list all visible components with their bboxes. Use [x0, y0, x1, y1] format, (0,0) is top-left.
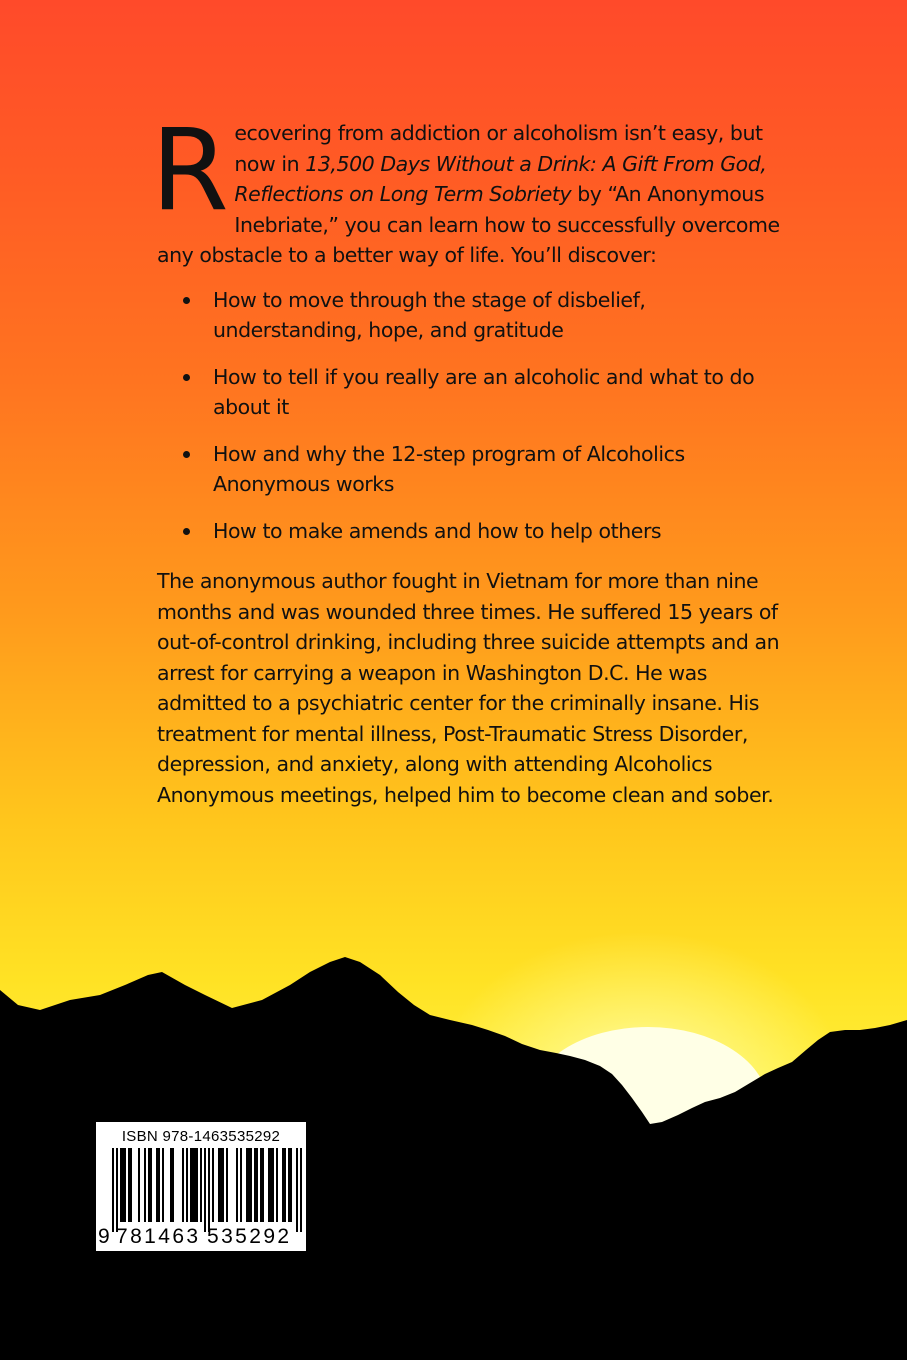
- barcode-bar: [194, 1148, 196, 1222]
- barcode-bar: [222, 1148, 224, 1222]
- discover-list: [157, 285, 797, 547]
- list-item: How and why the 12-step program of Alcoholics Anonymous works: [157, 439, 797, 500]
- barcode-bar: [254, 1148, 256, 1222]
- barcode-bar: [290, 1148, 292, 1222]
- barcode-bar: [200, 1148, 202, 1222]
- barcode-bar: [262, 1148, 264, 1222]
- barcode-bar: [256, 1148, 258, 1222]
- bullet-icon: [183, 528, 190, 535]
- barcode-bar: [272, 1148, 274, 1222]
- barcode-bar: [124, 1148, 126, 1222]
- barcode-bar: [196, 1148, 198, 1222]
- bullet-icon: [183, 451, 190, 458]
- barcode-bar: [122, 1148, 124, 1222]
- barcode-bar: [116, 1148, 118, 1232]
- book-title: 13,500 Days Without a Drink: A Gift From God, Reflections on Long Term Sobriety: [234, 151, 767, 206]
- barcode-bar: [236, 1148, 238, 1222]
- barcode-bar: [208, 1148, 210, 1232]
- isbn-barcode: [96, 1122, 306, 1251]
- intro-text-2: by “An Anonymous Inebriate,” you can learn how to successfully overcome any obstacle to a better way of life. You’ll discover:: [157, 182, 780, 267]
- barcode-bar: [156, 1148, 158, 1222]
- intro-text-1: ecovering from addiction or alcoholism isn’t easy, but now in: [234, 121, 763, 176]
- barcode-bar: [130, 1148, 132, 1222]
- bullet-icon: [183, 374, 190, 381]
- barcode-bar: [144, 1148, 146, 1222]
- barcode-bar: [150, 1148, 152, 1222]
- barcode-bar: [192, 1148, 194, 1222]
- list-item: How to move through the stage of disbelief, understanding, hope, and gratitude: [157, 285, 797, 346]
- barcode-bar: [212, 1148, 214, 1222]
- barcode-bar: [250, 1148, 252, 1222]
- barcode-digit-first: 9: [98, 1225, 110, 1248]
- barcode-digits-left: 781463: [116, 1225, 201, 1248]
- barcode-bar: [240, 1148, 242, 1222]
- barcode-bar: [288, 1148, 290, 1222]
- barcode-bar: [190, 1148, 192, 1222]
- back-cover-blurb: [151, 106, 797, 810]
- list-item: How to make amends and how to help others: [157, 516, 797, 547]
- barcode-bar: [162, 1148, 164, 1222]
- barcode-bar: [282, 1148, 284, 1222]
- barcode-bar: [120, 1148, 122, 1222]
- barcode-bar: [284, 1148, 286, 1222]
- author-paragraph: The anonymous author fought in Vietnam for more than nine months and was wounded three times. He suffered 15 years of out-of-control drinking, including three suicide attempts and an arrest for carrying a weapon in Washington D.C. He was admitted to a psychiatric center for the criminally insane. His treatment for mental illness, Post-Traumatic Stress Disorder, depression, and anxiety, along with attending Alcoholics Anonymous meetings, helped him to become clean and sober.: [157, 569, 780, 807]
- barcode-bar: [270, 1148, 272, 1222]
- drop-cap: R: [151, 106, 229, 236]
- barcode-bar: [248, 1148, 250, 1222]
- barcode-bar: [268, 1148, 270, 1222]
- barcode-bar: [296, 1148, 298, 1232]
- barcode-bar: [112, 1148, 114, 1232]
- barcode-bar: [170, 1148, 172, 1222]
- barcode-digits-right: 535292: [207, 1225, 292, 1248]
- barcode-bar: [218, 1148, 220, 1222]
- barcode-bar: [246, 1148, 248, 1222]
- bullet-icon: [183, 297, 190, 304]
- list-item: How to tell if you really are an alcoholic and what to do about it: [157, 362, 797, 423]
- barcode-bar: [260, 1148, 262, 1222]
- barcode-bar: [138, 1148, 140, 1222]
- barcode-bar: [226, 1148, 228, 1222]
- barcode-bar: [220, 1148, 222, 1222]
- barcode-bar: [158, 1148, 160, 1222]
- barcode-bar: [182, 1148, 184, 1222]
- barcode-bar: [204, 1148, 206, 1232]
- barcode-bar: [186, 1148, 188, 1222]
- barcode-bar: [128, 1148, 130, 1222]
- isbn-label: ISBN 978-1463535292: [121, 1128, 281, 1145]
- barcode-bar: [148, 1148, 150, 1222]
- barcode-bar: [172, 1148, 174, 1222]
- barcode-bar: [300, 1148, 302, 1232]
- barcode-bar: [276, 1148, 278, 1222]
- intro-paragraph: [151, 106, 797, 271]
